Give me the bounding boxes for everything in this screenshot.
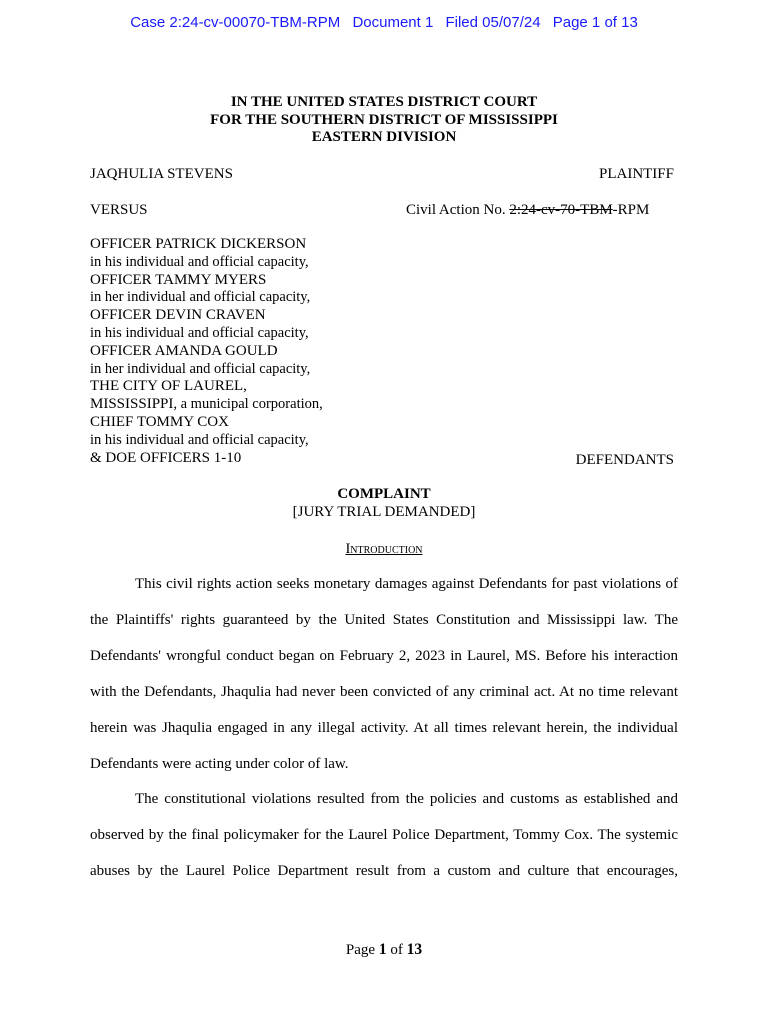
stamp-page-count: Page 1 of 13 (552, 14, 638, 31)
paragraph-line: This civil rights action seeks monetary damages against Defendants for past violations of (135, 576, 678, 592)
paragraph-2 (90, 791, 678, 899)
city-defendant-line-2 (90, 396, 323, 414)
paragraph-line: Defendants were acting under color of law. (90, 756, 349, 772)
jury-demand: [JURY TRIAL DEMANDED] (292, 504, 476, 520)
document-number: Document 1 (352, 14, 434, 31)
paragraph-line: with the Defendants, Jhaqulia had never been convicted of any criminal act. At no time relevant (90, 684, 678, 700)
case-number: Case 2:24-cv-00070-TBM-RPM (130, 14, 341, 31)
paragraph-line: herein was Jhaqulia engaged in any illegal activity. At all times relevant herein, the individual (90, 720, 678, 736)
defendant-capacity: in her individual and official capacity, (90, 360, 311, 377)
defendant-name: OFFICER PATRICK DICKERSON (90, 236, 307, 252)
court-heading-line-3: EASTERN DIVISION (311, 129, 457, 145)
defendant-name: OFFICER AMANDA GOULD (90, 342, 278, 359)
doe-officers: & DOE OFFICERS 1-10 (90, 449, 242, 466)
paragraph-line: abuses by the Laurel Police Department result from a custom and culture that encourages, (90, 863, 678, 879)
chief-name: CHIEF TOMMY COX (90, 413, 229, 430)
footer-page-number: 1 (378, 941, 387, 958)
versus-label: VERSUS (90, 202, 148, 218)
section-heading-text: Introduction (345, 541, 423, 557)
plaintiff-name: JAQHULIA STEVENS (90, 166, 233, 182)
defendants-list (90, 236, 323, 467)
footer-page-word: Page (345, 942, 379, 958)
civil-action-suffix: -RPM (612, 202, 650, 218)
chief-capacity: in his individual and official capacity, (90, 431, 309, 448)
defendant-capacity: in his individual and official capacity, (90, 253, 309, 270)
footer-of-word: of (386, 942, 407, 958)
paragraph-line: Defendants' wrongful conduct began on February 2, 2023 in Laurel, MS. Before his interaction (90, 648, 678, 664)
court-heading-line-1: IN THE UNITED STATES DISTRICT COURT (230, 94, 538, 110)
paragraph-line: The constitutional violations resulted from the policies and customs as established and (135, 791, 678, 807)
court-heading-line-2: FOR THE SOUTHERN DISTRICT OF MISSISSIPPI (210, 111, 558, 128)
civil-action-case: 2:24-cv-70-TBM (509, 202, 613, 218)
ecf-header-stamp (0, 14, 768, 31)
section-heading (0, 541, 768, 558)
paragraph-line: the Plaintiffs' rights guaranteed by the United States Constitution and Mississippi law. The (90, 612, 678, 628)
city-descriptor: , a municipal corporation, (173, 396, 323, 413)
defendants-label: DEFENDANTS (575, 452, 674, 468)
city-defendant-line-1: THE CITY OF LAUREL, (90, 378, 247, 395)
city-state: MISSISSIPPI (90, 396, 174, 413)
filed-date: Filed 05/07/24 (445, 14, 541, 31)
complaint-title: COMPLAINT (337, 486, 431, 502)
page-footer (0, 941, 768, 959)
paragraph-line: observed by the final policymaker for the Laurel Police Department, Tommy Cox. The systemic (90, 827, 678, 843)
paragraph-1 (90, 576, 678, 792)
civil-action-prefix: Civil Action No. (406, 202, 510, 218)
defendant-name: OFFICER DEVIN CRAVEN (90, 307, 266, 324)
footer-total-pages: 13 (406, 941, 423, 958)
defendant-capacity: in her individual and official capacity, (90, 289, 311, 306)
defendant-name: OFFICER TAMMY MYERS (90, 271, 267, 288)
plaintiff-label: PLAINTIFF (598, 166, 674, 182)
civil-action-number (406, 202, 649, 219)
defendant-capacity: in his individual and official capacity, (90, 324, 309, 341)
